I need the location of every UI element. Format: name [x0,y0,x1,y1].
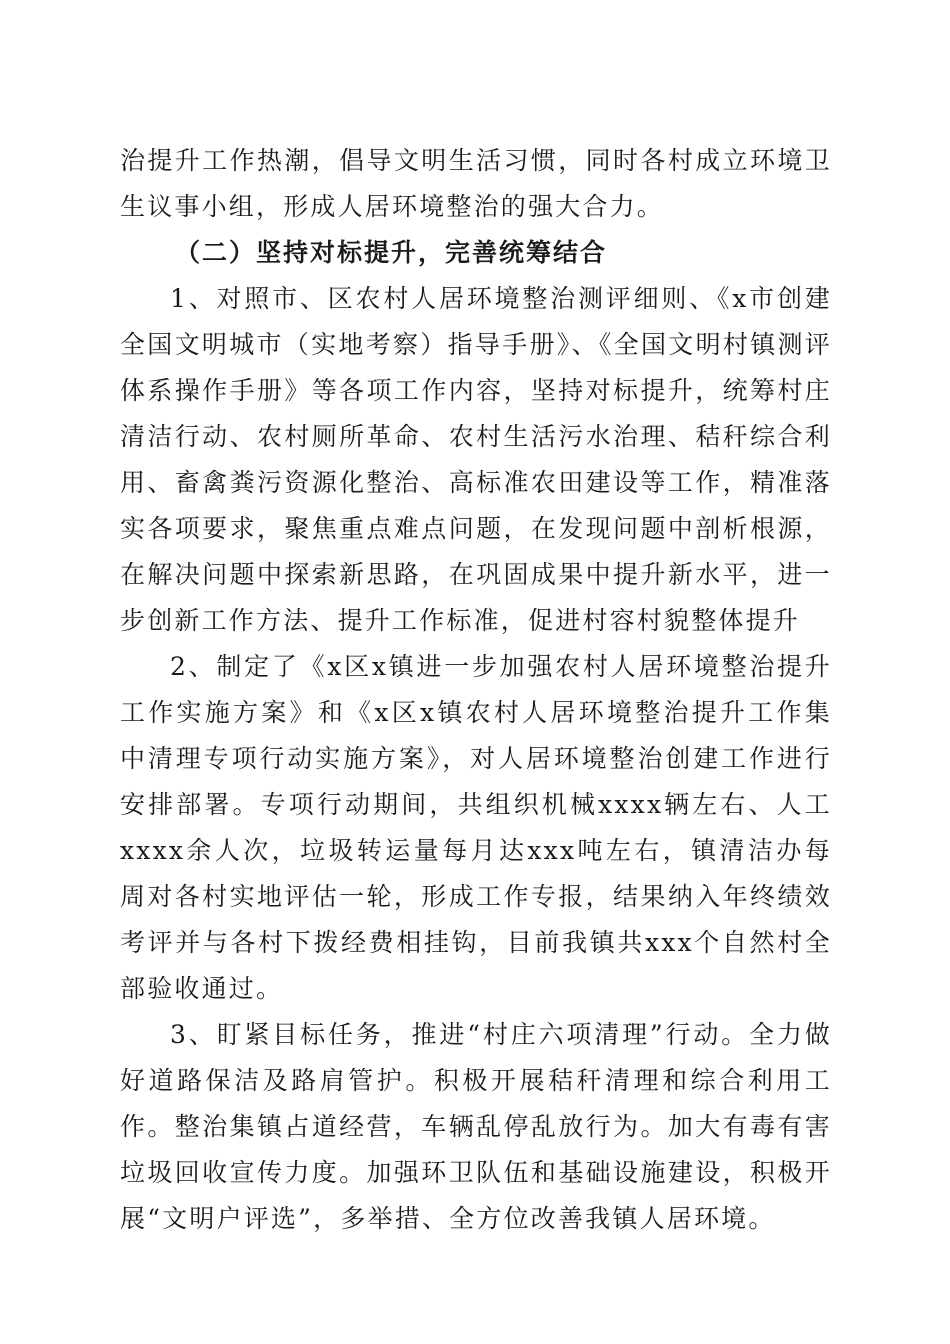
paragraph-3: 3、盯紧目标任务，推进“村庄六项清理”行动。全力做好道路保洁及路肩管护。积极开展秸秆清理和综合利用工作。整治集镇占道经营，车辆乱停乱放行为。加大有毒有害垃圾回收宣传力度。加强环卫队伍和基础设施建设，积极开展“文明户评选”，多举措、全方位改善我镇人居环境。 [120,1020,832,1233]
section-heading: （二）坚持对标提升，完善统筹结合 [175,238,608,267]
paragraph-1: 1、对照市、区农村人居环境整治测评细则、《x市创建全国文明城市（实地考察）指导手册》、《全国文明村镇测评体系操作手册》等各项工作内容，坚持对标提升，统筹村庄清洁行动、农村厕所革命、农村生活污水治理、秸秆综合利用、畜禽粪污资源化整治、高标准农田建设等工作，精准落实各项要求，聚焦重点难点问题，在发现问题中剖析根源，在解决问题中探索新思路，在巩固成果中提升新水平，进一步创新工作方法、提升工作标准，促进村容村貌整体提升 [120,284,832,635]
intro-continuation-paragraph: 治提升工作热潮，倡导文明生活习惯，同时各村成立环境卫生议事小组，形成人居环境整治的强大合力。 [120,146,832,221]
paragraph-2: 2、制定了《x区x镇进一步加强农村人居环境整治提升工作实施方案》和《x区x镇农村人居环境整治提升工作集中清理专项行动实施方案》，对人居环境整治创建工作进行安排部署。专项行动期间，共组织机械xxxx辆左右、人工xxxx余人次，垃圾转运量每月达xxx吨左右，镇清洁办每周对各村实地评估一轮，形成工作专报，结果纳入年终绩效考评并与各村下拨经费相挂钩，目前我镇共xxx个自然村全部验收通过。 [120,652,832,1003]
document-body [120,138,832,1242]
